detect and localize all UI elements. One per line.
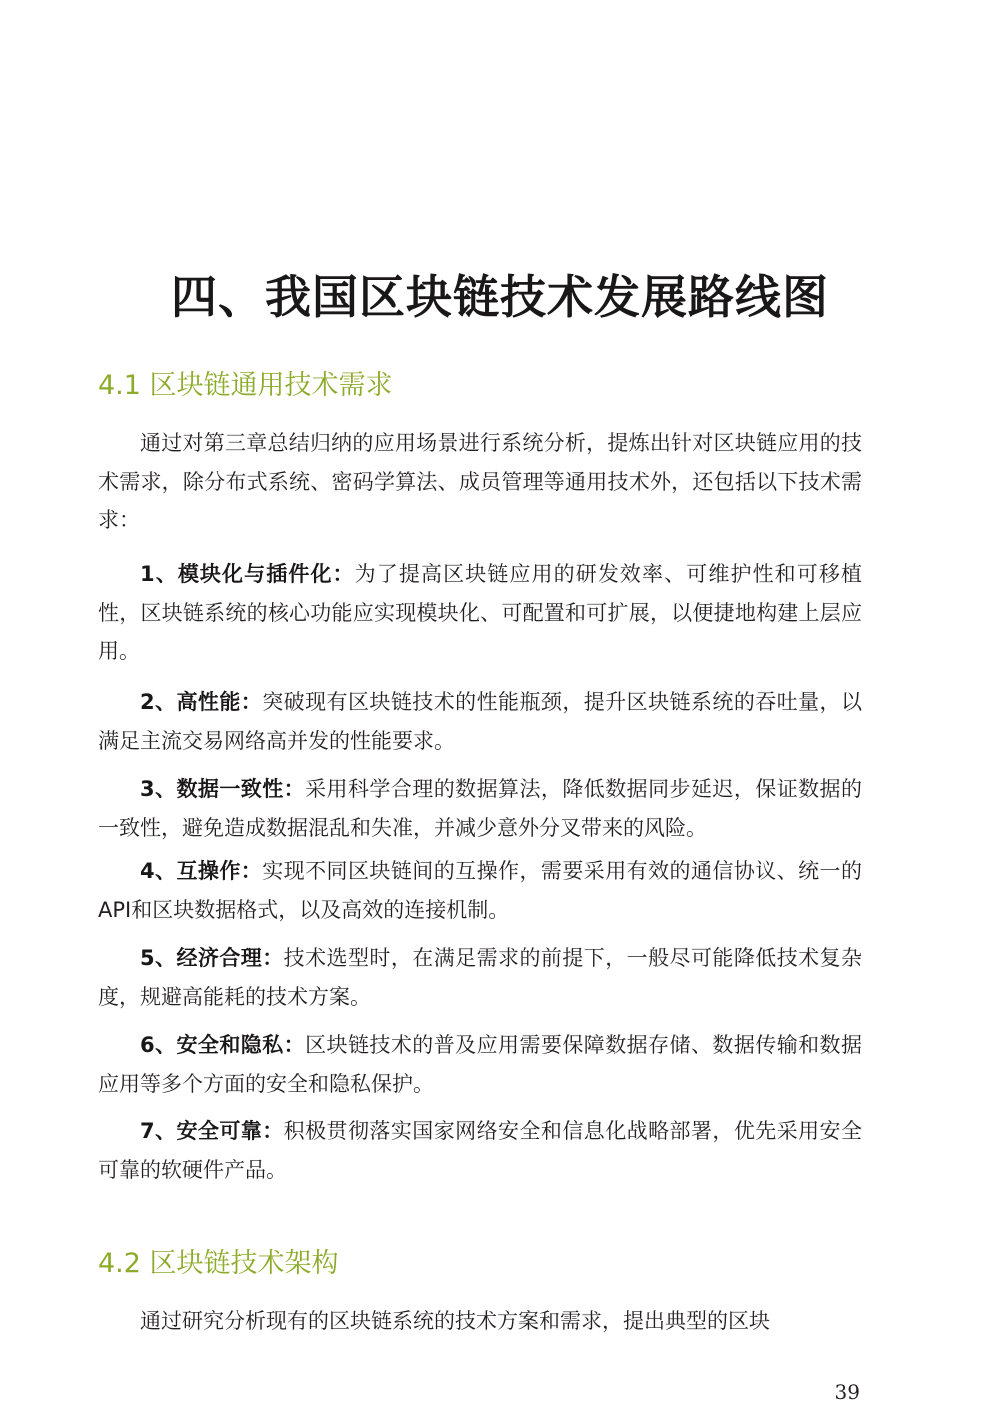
requirement-text: 为了提高区块链应用的研发效率、可维护性和可移植性，区块链系统的核心功能应实现模块化、可配置和可扩展，以便捷地构建上层应用。 xyxy=(98,562,862,663)
requirement-text: 突破现有区块链技术的性能瓶颈，提升区块链系统的吞吐量，以满足主流交易网络高并发的性能要求。 xyxy=(98,690,862,753)
requirement-item-modularity xyxy=(98,555,862,671)
requirement-item-consistency xyxy=(98,770,862,847)
requirement-text: 技术选型时，在满足需求的前提下，一般尽可能降低技术复杂度，规避高能耗的技术方案。 xyxy=(98,946,862,1009)
requirement-label: 6、安全和隐私： xyxy=(140,1033,306,1057)
section-heading-4-2: 4.2 区块链技术架构 xyxy=(98,1248,339,1279)
requirement-text: 采用科学合理的数据算法，降低数据同步延迟，保证数据的一致性，避免造成数据混乱和失准，并减少意外分叉带来的风险。 xyxy=(98,777,862,840)
chapter-title: 四、我国区块链技术发展路线图 xyxy=(171,270,829,324)
requirement-label: 1、模块化与插件化： xyxy=(140,562,355,586)
section-2-intro-paragraph: 通过研究分析现有的区块链系统的技术方案和需求，提出典型的区块 xyxy=(140,1309,770,1333)
requirement-text: 积极贯彻落实国家网络安全和信息化战略部署，优先采用安全可靠的软硬件产品。 xyxy=(98,1119,862,1182)
requirement-label: 4、互操作： xyxy=(140,859,263,883)
requirement-text: 实现不同区块链间的互操作，需要采用有效的通信协议、统一的API和区块数据格式，以及高效的连接机制。 xyxy=(98,859,862,922)
section-1-intro-paragraph: 通过对第三章总结归纳的应用场景进行系统分析，提炼出针对区块链应用的技术需求，除分布式系统、密码学算法、成员管理等通用技术外，还包括以下技术需求： xyxy=(98,431,862,532)
requirement-item-interoperability xyxy=(98,852,862,929)
requirement-label: 2、高性能： xyxy=(140,690,263,714)
requirement-label: 7、安全可靠： xyxy=(140,1119,284,1143)
page-number: 39 xyxy=(834,1380,860,1404)
requirement-text: 区块链技术的普及应用需要保障数据存储、数据传输和数据应用等多个方面的安全和隐私保护。 xyxy=(98,1033,862,1096)
requirement-label: 3、数据一致性： xyxy=(140,777,306,801)
requirement-item-economy xyxy=(98,939,862,1016)
requirement-item-reliability xyxy=(98,1112,862,1189)
section-heading-4-1: 4.1 区块链通用技术需求 xyxy=(98,370,393,401)
requirement-item-performance xyxy=(98,683,862,760)
requirement-label: 5、经济合理： xyxy=(140,946,284,970)
requirement-item-security-privacy xyxy=(98,1026,862,1103)
